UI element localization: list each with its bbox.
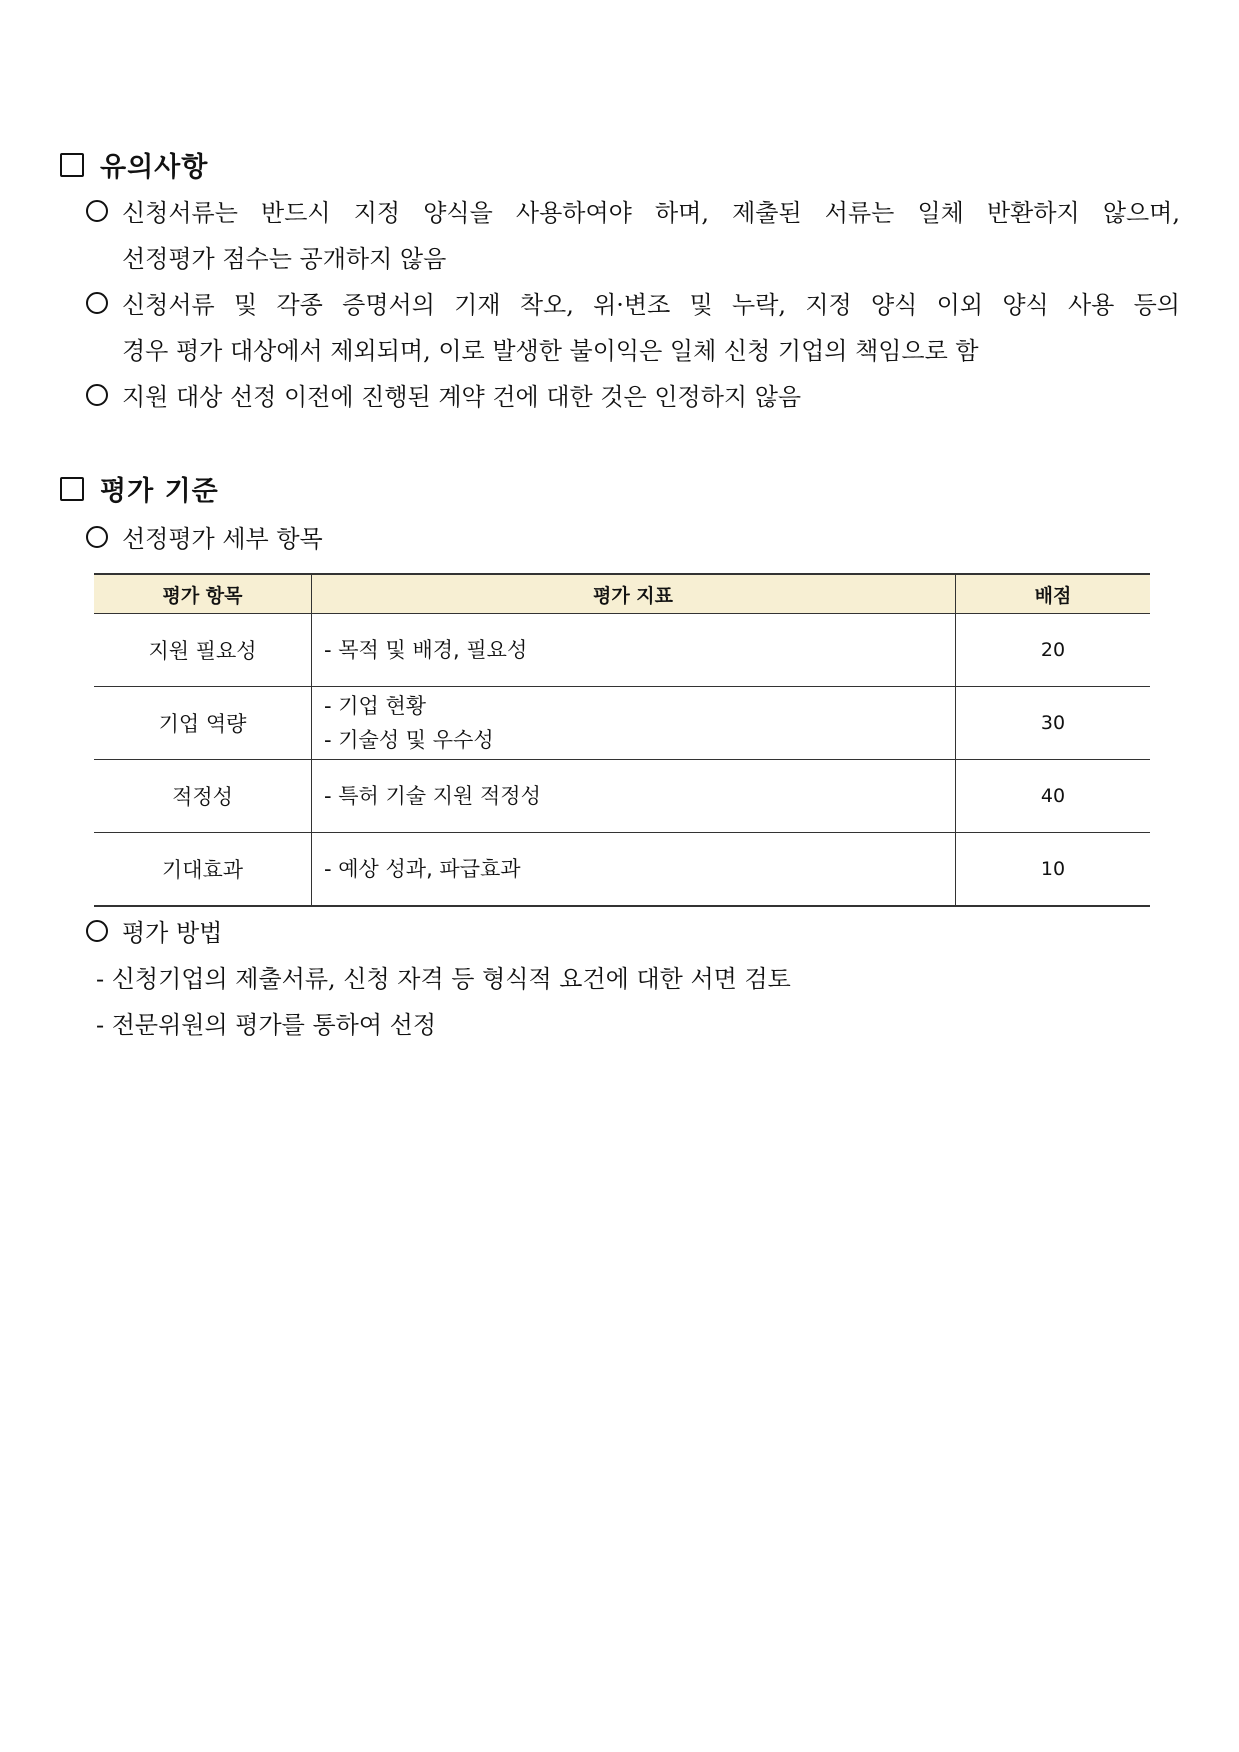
indicator-line: - 기업 현황 xyxy=(324,694,427,718)
table-header-row xyxy=(94,574,1150,614)
row-item: 적정성 xyxy=(94,760,312,833)
notes-item-1-line1: 신청서류는 반드시 지정 양식을 사용하여야 하며, 제출된 서류는 일체 반환하지 않으며, xyxy=(122,199,1180,227)
notes-heading-text: 유의사항 xyxy=(100,152,209,183)
circle-bullet-icon xyxy=(86,292,108,314)
circle-bullet-icon xyxy=(86,200,108,222)
row-score: 40 xyxy=(956,760,1151,833)
indicator-line: - 특허 기술 지원 적정성 xyxy=(324,784,541,808)
notes-heading xyxy=(60,145,208,184)
notes-item-2 xyxy=(86,285,1180,320)
table-row xyxy=(94,687,1150,760)
circle-bullet-icon xyxy=(86,384,108,406)
indicator-line: - 기술성 및 우수성 xyxy=(324,728,494,752)
row-indicators xyxy=(312,614,956,687)
table-row xyxy=(94,760,1150,833)
method-item-2: - 전문위원의 평가를 통하여 선정 xyxy=(96,1011,437,1039)
row-indicators xyxy=(312,687,956,760)
detail-title xyxy=(86,519,323,554)
header-item: 평가 항목 xyxy=(94,574,312,614)
indicator-line: - 목적 및 배경, 필요성 xyxy=(324,638,528,662)
notes-item-2-line2: 경우 평가 대상에서 제외되며, 이로 발생한 불이익은 일체 신청 기업의 책임으로 함 xyxy=(122,337,979,365)
row-item: 기업 역량 xyxy=(94,687,312,760)
table-row xyxy=(94,833,1150,907)
method-title-text: 평가 방법 xyxy=(122,919,223,947)
row-item: 기대효과 xyxy=(94,833,312,907)
row-score: 20 xyxy=(956,614,1151,687)
square-bullet-icon xyxy=(60,477,84,501)
notes-item-1 xyxy=(86,193,1180,228)
row-indicators xyxy=(312,760,956,833)
detail-title-text: 선정평가 세부 항목 xyxy=(122,525,323,553)
notes-item-2-line1: 신청서류 및 각종 증명서의 기재 착오, 위·변조 및 누락, 지정 양식 이외 양식 사용 등의 xyxy=(122,291,1180,319)
row-score: 10 xyxy=(956,833,1151,907)
method-item-1: - 신청기업의 제출서류, 신청 자격 등 형식적 요건에 대한 서면 검토 xyxy=(96,965,791,993)
notes-item-1-line2: 선정평가 점수는 공개하지 않음 xyxy=(122,245,447,273)
header-score: 배점 xyxy=(956,574,1151,614)
square-bullet-icon xyxy=(60,153,84,177)
table-row xyxy=(94,614,1150,687)
header-indicator: 평가 지표 xyxy=(312,574,956,614)
row-item: 지원 필요성 xyxy=(94,614,312,687)
method-title xyxy=(86,913,222,948)
notes-item-3 xyxy=(86,377,801,412)
criteria-heading-text: 평가 기준 xyxy=(100,476,219,507)
evaluation-table xyxy=(94,573,1150,907)
row-score: 30 xyxy=(956,687,1151,760)
criteria-heading xyxy=(60,469,219,508)
circle-bullet-icon xyxy=(86,526,108,548)
indicator-line: - 예상 성과, 파급효과 xyxy=(324,857,521,881)
notes-item-3-line1: 지원 대상 선정 이전에 진행된 계약 건에 대한 것은 인정하지 않음 xyxy=(122,383,802,411)
circle-bullet-icon xyxy=(86,920,108,942)
row-indicators xyxy=(312,833,956,907)
